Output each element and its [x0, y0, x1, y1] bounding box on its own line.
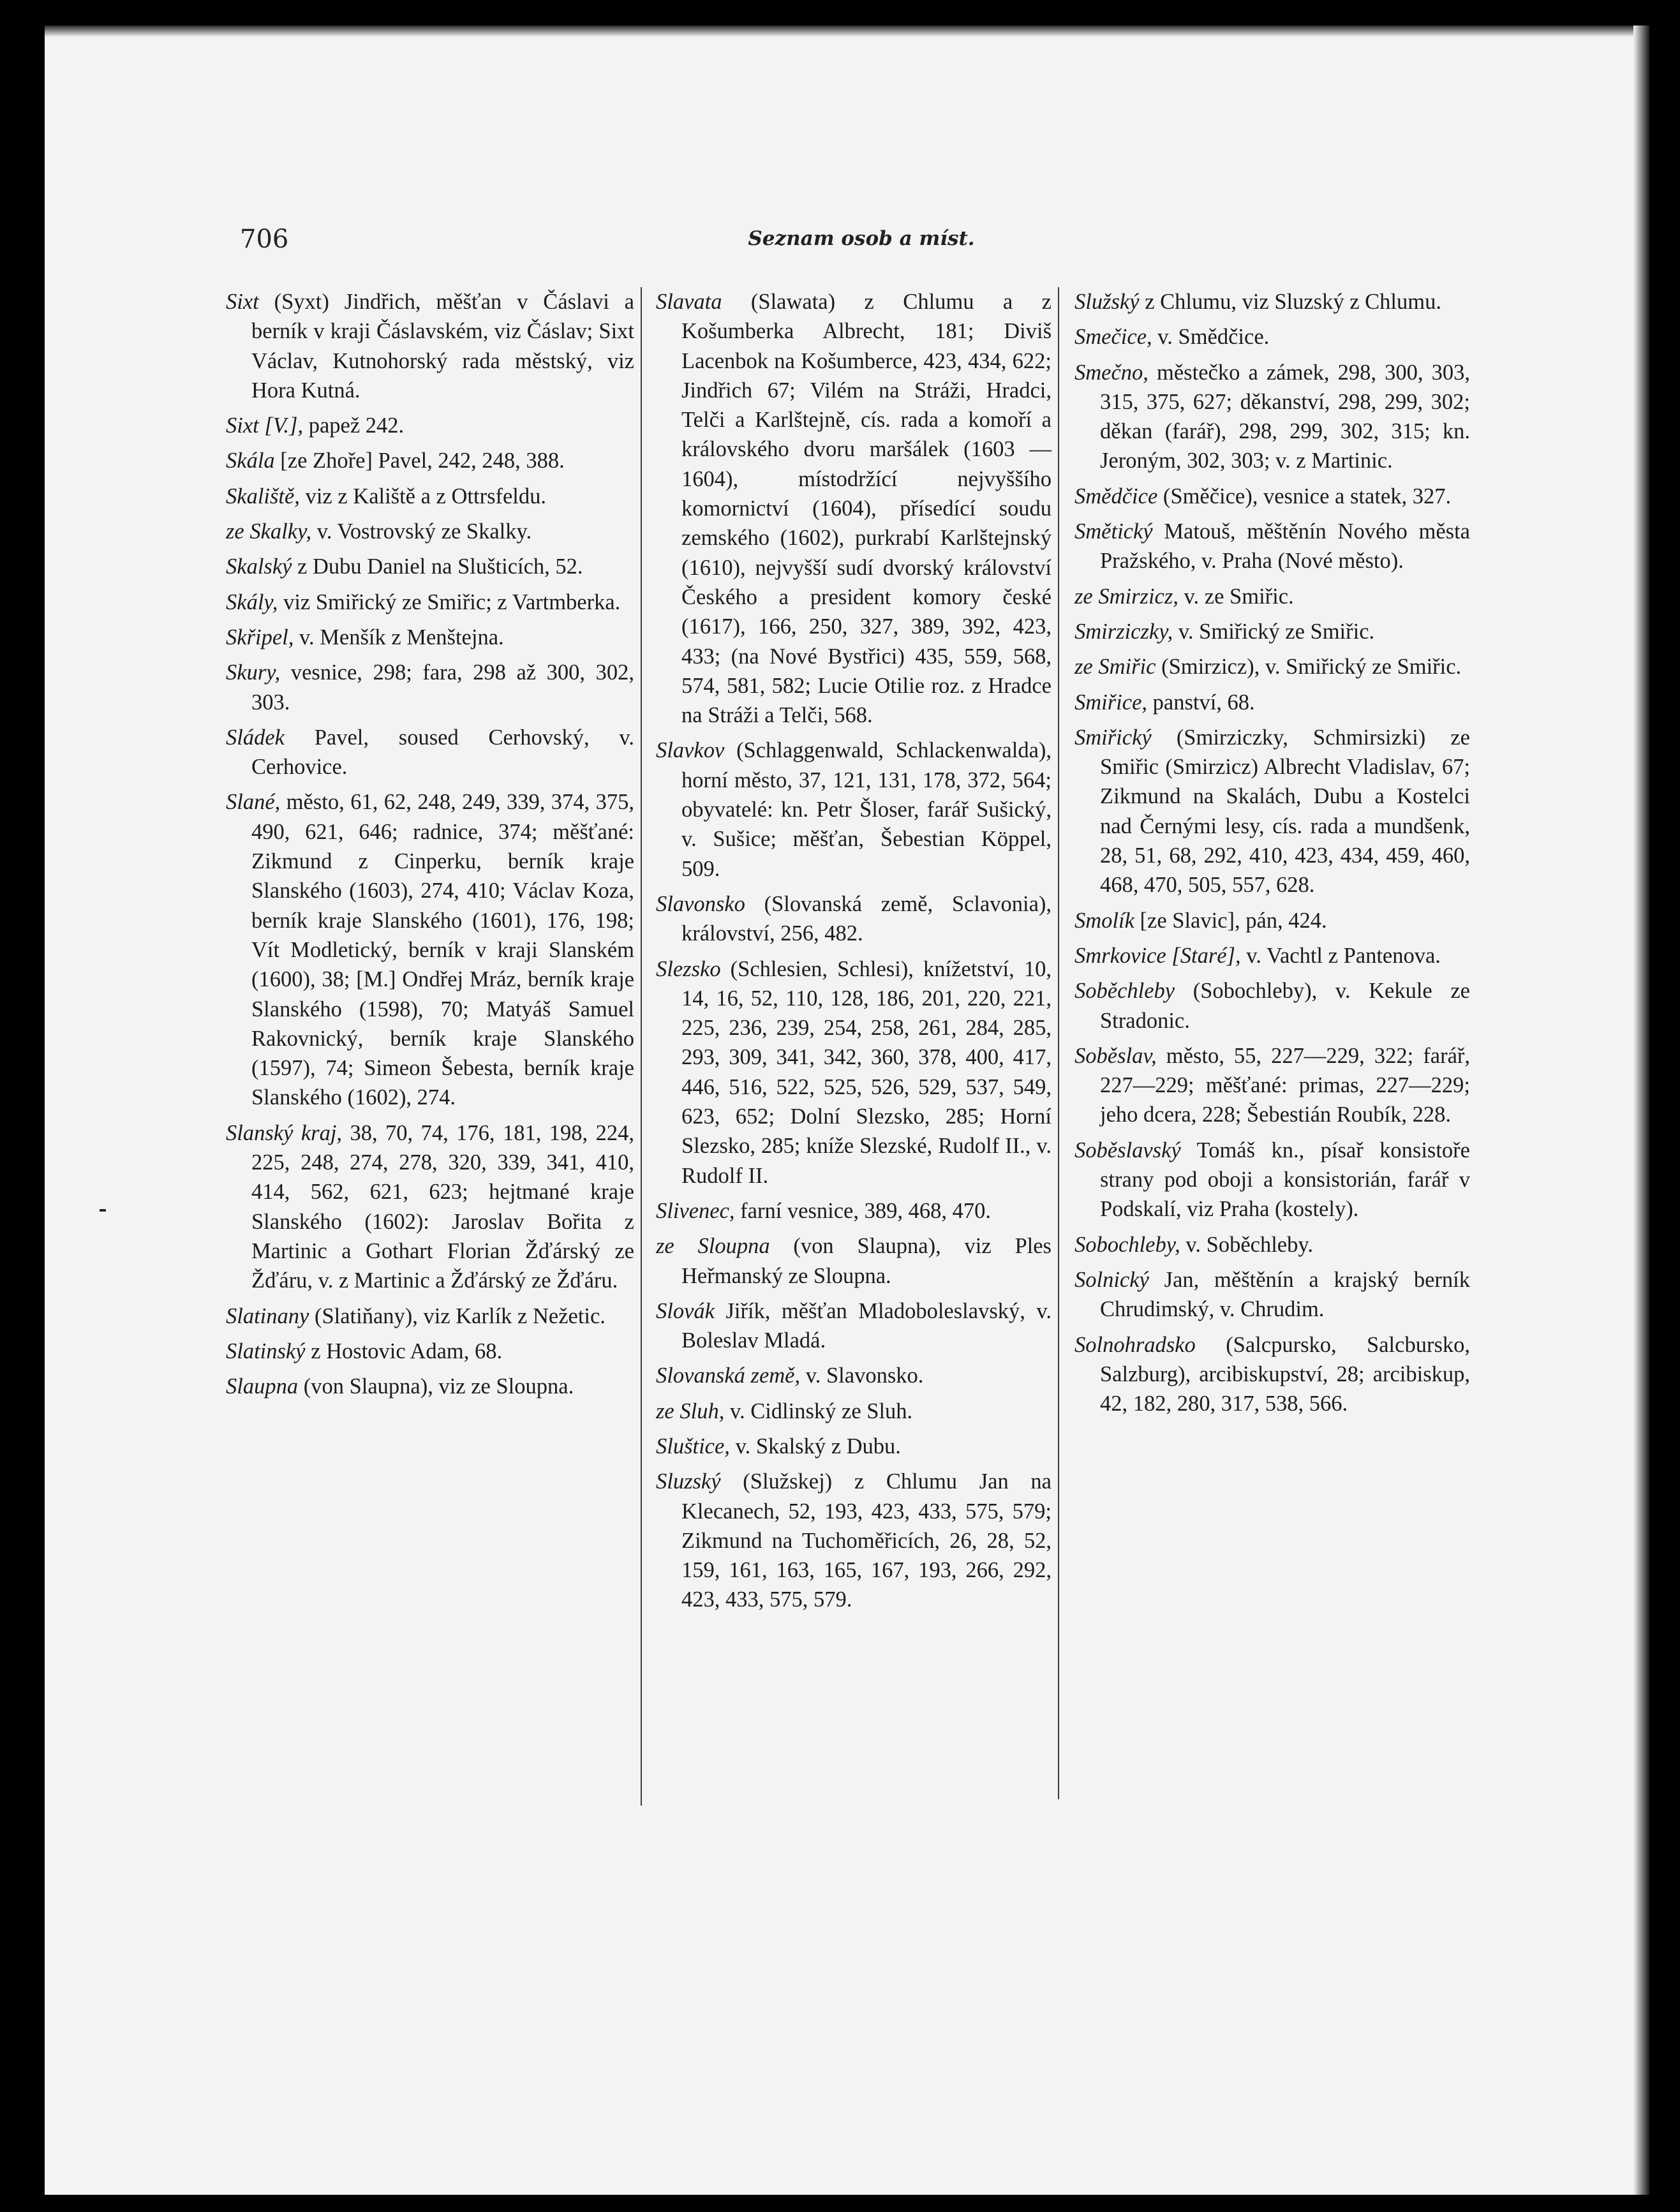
entry-text: (Salcpursko, Salcbursko, Salzburg), arcibiskupství, 28; arcibiskup, 42, 182, 280, 317, 538, 566.: [1100, 1332, 1470, 1416]
entry-headword: Smečice,: [1074, 325, 1152, 350]
entry-headword: Smrkovice [Staré],: [1074, 943, 1241, 968]
index-entry: [226, 787, 634, 1112]
entry-text: papež 242.: [303, 413, 405, 438]
entry-text: z Hostovic Adam, 68.: [305, 1339, 503, 1363]
entry-headword: Skály,: [226, 590, 278, 614]
entry-text: (von Slaupna), viz Ples Heřmanský ze Sloupna.: [681, 1234, 1052, 1288]
index-column-1: [226, 287, 634, 1407]
entry-headword: ze Skalky,: [226, 519, 312, 544]
index-entry: [226, 517, 634, 546]
index-entry: [226, 552, 634, 581]
index-entry: [656, 736, 1052, 883]
entry-text: [ze Slavic], pán, 424.: [1134, 908, 1327, 933]
entry-headword: Slavkov: [656, 738, 725, 763]
entry-headword: ze Sluh,: [656, 1399, 725, 1423]
entry-text: v. Slavonsko.: [800, 1363, 924, 1388]
entry-text: v. Skalský z Dubu.: [729, 1434, 901, 1459]
index-entry: [1074, 517, 1470, 576]
entry-headword: Skalský: [226, 554, 292, 579]
entry-headword: ze Smiřic: [1074, 655, 1156, 679]
index-column-3: [1074, 287, 1470, 1424]
entry-text: v. ze Smiřic.: [1178, 584, 1294, 609]
entry-text: (Schlesien, Schlesi), knížetství, 10, 14, 16, 52, 110, 128, 186, 201, 220, 221, 225, 236, 239, 254, 258, 261, 284, 285, 293, 309, 341, 342, 360, 378, 400, 417, 446, 516, 522, 525, 526, 529, 537, 549, 623, 652; Dolní Slezsko, 285; Horní Slezsko, 285; kníže Slezské, Rudolf II., v. Rudolf II.: [681, 956, 1052, 1188]
index-entry: [656, 1361, 1052, 1390]
entry-text: farní vesnice, 389, 468, 470.: [734, 1198, 991, 1223]
index-entry: [1074, 1265, 1470, 1325]
index-entry: [1074, 906, 1470, 935]
index-entry: [1074, 287, 1470, 316]
entry-text: v. Soběchleby.: [1180, 1232, 1313, 1257]
entry-headword: Sobochleby,: [1074, 1232, 1180, 1257]
entry-headword: Smiřický: [1074, 725, 1152, 750]
entry-text: z Dubu Daniel na Slušticích, 52.: [292, 554, 583, 579]
entry-text: v. Smědčice.: [1152, 325, 1270, 350]
index-entry: [656, 1296, 1052, 1356]
entry-text: město, 55, 227—229, 322; farář, 227—229; měšťané: primas, 227—229; jeho dcera, 228; Šebestián Roubík, 228.: [1100, 1043, 1470, 1127]
index-entry: [226, 1337, 634, 1366]
index-entry: [656, 954, 1052, 1191]
entry-headword: Soběchleby: [1074, 979, 1175, 1004]
entry-headword: Slivenec,: [656, 1198, 735, 1223]
entry-headword: Sluzský: [656, 1469, 721, 1494]
entry-headword: Slaupna: [226, 1374, 299, 1399]
entry-text: (Směčice), vesnice a statek, 327.: [1157, 484, 1452, 508]
index-entry: [1074, 582, 1470, 611]
index-entry: [1074, 1230, 1470, 1259]
entry-text: (Slawata) z Chlumu a z Košumberka Albrecht, 181; Diviš Lacenbok na Košumberce, 423, 434, 622; Jindřich 67; Vilém na Stráži, Hradci, Telči a Karlštejně, cís. rada a komoří a královského dvoru maršálek (1603 — 1604), místodržící nejvyššího komornictví (1604), přísedící soudu zemského (1602), purkrabí Karlštejnský (1610), nejvyšší sudí dvorský království Českého a president komory české (1617), 166, 250, 327, 389, 392, 423, 433; (na Nové Bystřici) 435, 559, 568, 574, 581, 582; Lucie Otilie roz. z Hradce na Stráži a Telči, 568.: [681, 290, 1052, 728]
index-entry: [226, 1372, 634, 1401]
index-entry: [226, 658, 634, 717]
entry-text: (von Slaupna), viz ze Sloupna.: [298, 1374, 574, 1399]
index-entry: [656, 1196, 1052, 1226]
entry-text: (Schlaggenwald, Schlackenwalda), horní město, 37, 121, 131, 178, 372, 564; obyvatelé: kn. Petr Šloser, farář Sušický, v. Sušice; měšťan, Šebestian Köppel, 509.: [681, 738, 1052, 881]
entry-text: z Chlumu, viz Sluzský z Chlumu.: [1139, 290, 1441, 314]
entry-headword: Skála: [226, 449, 275, 473]
entry-headword: Slavonsko: [656, 891, 745, 916]
entry-headword: Slatinany: [226, 1303, 309, 1328]
entry-text: v. Menšík z Menštejna.: [294, 625, 504, 649]
entry-text: Pavel, soused Cerhovský, v. Cerhovice.: [251, 725, 634, 780]
entry-headword: Soběslav,: [1074, 1043, 1157, 1068]
index-entry: [1074, 1136, 1470, 1224]
entry-text: (Slovanská země, Sclavonia), království, 256, 482.: [681, 891, 1052, 946]
index-entry: [226, 623, 634, 652]
stray-mark: [100, 1209, 106, 1212]
entry-headword: Slatinský: [226, 1339, 306, 1363]
entry-headword: Smiřice,: [1074, 690, 1148, 715]
entry-text: Jiřík, měšťan Mladoboleslavský, v. Boleslav Mladá.: [681, 1298, 1052, 1353]
entry-headword: Skaliště,: [226, 484, 300, 508]
entry-text: viz z Kaliště a z Ottrsfeldu.: [299, 484, 547, 508]
index-entry: [226, 1302, 634, 1331]
entry-headword: Soběslavský: [1074, 1138, 1181, 1162]
entry-text: (Smirziczky, Schmirsizki) ze Smiřic (Smirzicz) Albrecht Vladislav, 67; Zikmund na Skalách, Dubu a Kostelci nad Černými lesy, cís. rada a mundšenk, 28, 51, 68, 292, 410, 423, 434, 459, 460, 468, 470, 505, 557, 628.: [1100, 725, 1470, 898]
entry-headword: Slovák: [656, 1298, 715, 1323]
index-entry: [1074, 358, 1470, 476]
entry-headword: Slavata: [656, 290, 722, 314]
index-entry: [1074, 1330, 1470, 1419]
entry-text: (Syxt) Jindřich, měšťan v Čáslavi a berník v kraji Čáslavském, viz Čáslav; Sixt Václav, Kutnohorský rada městský, viz Hora Kutná.: [251, 290, 634, 403]
entry-headword: Smolík: [1074, 908, 1134, 933]
entry-headword: Slovanská země,: [656, 1363, 801, 1388]
index-entry: [656, 1397, 1052, 1426]
entry-headword: Sixt [V.],: [226, 413, 304, 438]
index-entry: [1074, 976, 1470, 1035]
entry-text: (Slatiňany), viz Karlík z Nežetic.: [309, 1303, 606, 1328]
entry-headword: Skřipel,: [226, 625, 294, 649]
entry-headword: Slanský kraj,: [226, 1120, 343, 1145]
entry-headword: Skury,: [226, 660, 281, 685]
index-entry: [226, 411, 634, 440]
scan-edge-top: [45, 26, 1649, 37]
entry-text: Jan, měštěnín a krajský berník Chrudimský, v. Chrudim.: [1100, 1267, 1470, 1322]
entry-text: Matouš, měštěnín Nového města Pražského, v. Praha (Nové město).: [1100, 519, 1470, 574]
entry-text: (Sobochleby), v. Kekule ze Stradonic.: [1100, 979, 1470, 1033]
index-entry: [656, 1231, 1052, 1291]
entry-text: 38, 70, 74, 176, 181, 198, 224, 225, 248, 274, 278, 320, 339, 341, 410, 414, 562, 621, 623; hejtmané kraje Slanského (1602): Jaroslav Bořita z Martinic a Gothart Florian Žďárský ze Žďáru, v. z Martinic a Žďárský ze Žďáru.: [251, 1120, 634, 1293]
entry-headword: Sládek: [226, 725, 285, 750]
entry-text: viz Smiřický ze Smiřic; z Vartmberka.: [278, 590, 621, 614]
entry-headword: ze Smirzicz,: [1074, 584, 1178, 609]
entry-headword: Sluštice,: [656, 1434, 730, 1459]
index-entry: [656, 1467, 1052, 1614]
index-entry: [1074, 482, 1470, 511]
column-rule: [641, 287, 642, 1806]
entry-text: (Služskej) z Chlumu Jan na Klecanech, 52, 193, 423, 433, 575, 579; Zikmund na Tuchoměřicích, 26, 28, 52, 159, 161, 163, 165, 167, 193, 266, 292, 423, 433, 575, 579.: [681, 1469, 1052, 1612]
entry-headword: Smětický: [1074, 519, 1153, 544]
entry-text: v. Cidlinský ze Sluh.: [724, 1399, 913, 1423]
entry-text: panství, 68.: [1147, 690, 1255, 715]
index-entry: [226, 482, 634, 511]
entry-headword: Smečno,: [1074, 360, 1148, 385]
entry-headword: Slezsko: [656, 956, 721, 981]
index-entry: [1074, 688, 1470, 717]
entry-headword: Slané,: [226, 790, 281, 815]
entry-headword: Solnohradsko: [1074, 1332, 1196, 1357]
entry-text: Tomáš kn., písař konsistoře strany pod oboji a konsistorián, farář v Podskalí, viz Praha (kostely).: [1100, 1138, 1470, 1222]
index-entry: [1074, 723, 1470, 900]
running-head: Seznam osob a míst.: [748, 227, 975, 250]
index-entry: [226, 287, 634, 405]
entry-headword: Služský: [1074, 290, 1140, 314]
index-entry: [1074, 322, 1470, 352]
index-entry: [226, 723, 634, 782]
scan-edge-right: [1633, 26, 1649, 2195]
index-entry: [226, 588, 634, 617]
entry-text: město, 61, 62, 248, 249, 339, 374, 375, 490, 621, 646; radnice, 374; měšťané: Zikmund z Cinperku, berník kraje Slanského (1603), 274, 410; Václav Koza, berník kraje Slanského (1601), 176, 198; Vít Modletický, berník v kraji Slanském (1600), 38; [M.] Ondřej Mráz, berník kraje Slanského (1598), 70; Matyáš Samuel Rakovnický, berník kraje Slanského (1597), 74; Simeon Šebesta, berník kraje Slanského (1602), 274.: [251, 790, 634, 1110]
index-entry: [656, 1432, 1052, 1461]
entry-headword: Sixt: [226, 290, 259, 314]
index-entry: [1074, 652, 1470, 681]
index-entry: [226, 1118, 634, 1296]
entry-text: v. Vachtl z Pantenova.: [1240, 943, 1441, 968]
index-entry: [1074, 617, 1470, 646]
entry-headword: Solnický: [1074, 1267, 1149, 1292]
index-entry: [656, 889, 1052, 949]
page-number: 706: [240, 225, 289, 254]
index-column-2: [656, 287, 1052, 1621]
entry-text: městečko a zámek, 298, 300, 303, 315, 375, 627; děkanství, 298, 299, 302; děkan (farář), 298, 299, 302, 315; kn. Jeroným, 302, 303; v. z Martinic.: [1100, 360, 1470, 473]
entry-headword: Smědčice: [1074, 484, 1158, 508]
entry-text: v. Smiřický ze Smiřic.: [1173, 619, 1375, 644]
entry-headword: ze Sloupna: [656, 1234, 770, 1259]
entry-text: vesnice, 298; fara, 298 až 300, 302, 303.: [251, 660, 634, 715]
index-entry: [226, 446, 634, 475]
entry-text: (Smirzicz), v. Smiřický ze Smiřic.: [1156, 655, 1462, 679]
entry-text: v. Vostrovský ze Skalky.: [311, 519, 532, 544]
entry-headword: Smirziczky,: [1074, 619, 1173, 644]
entry-text: [ze Zhoře] Pavel, 242, 248, 388.: [274, 449, 565, 473]
index-entry: [656, 287, 1052, 730]
column-rule: [1058, 287, 1059, 1799]
index-entry: [1074, 941, 1470, 970]
index-entry: [1074, 1041, 1470, 1130]
